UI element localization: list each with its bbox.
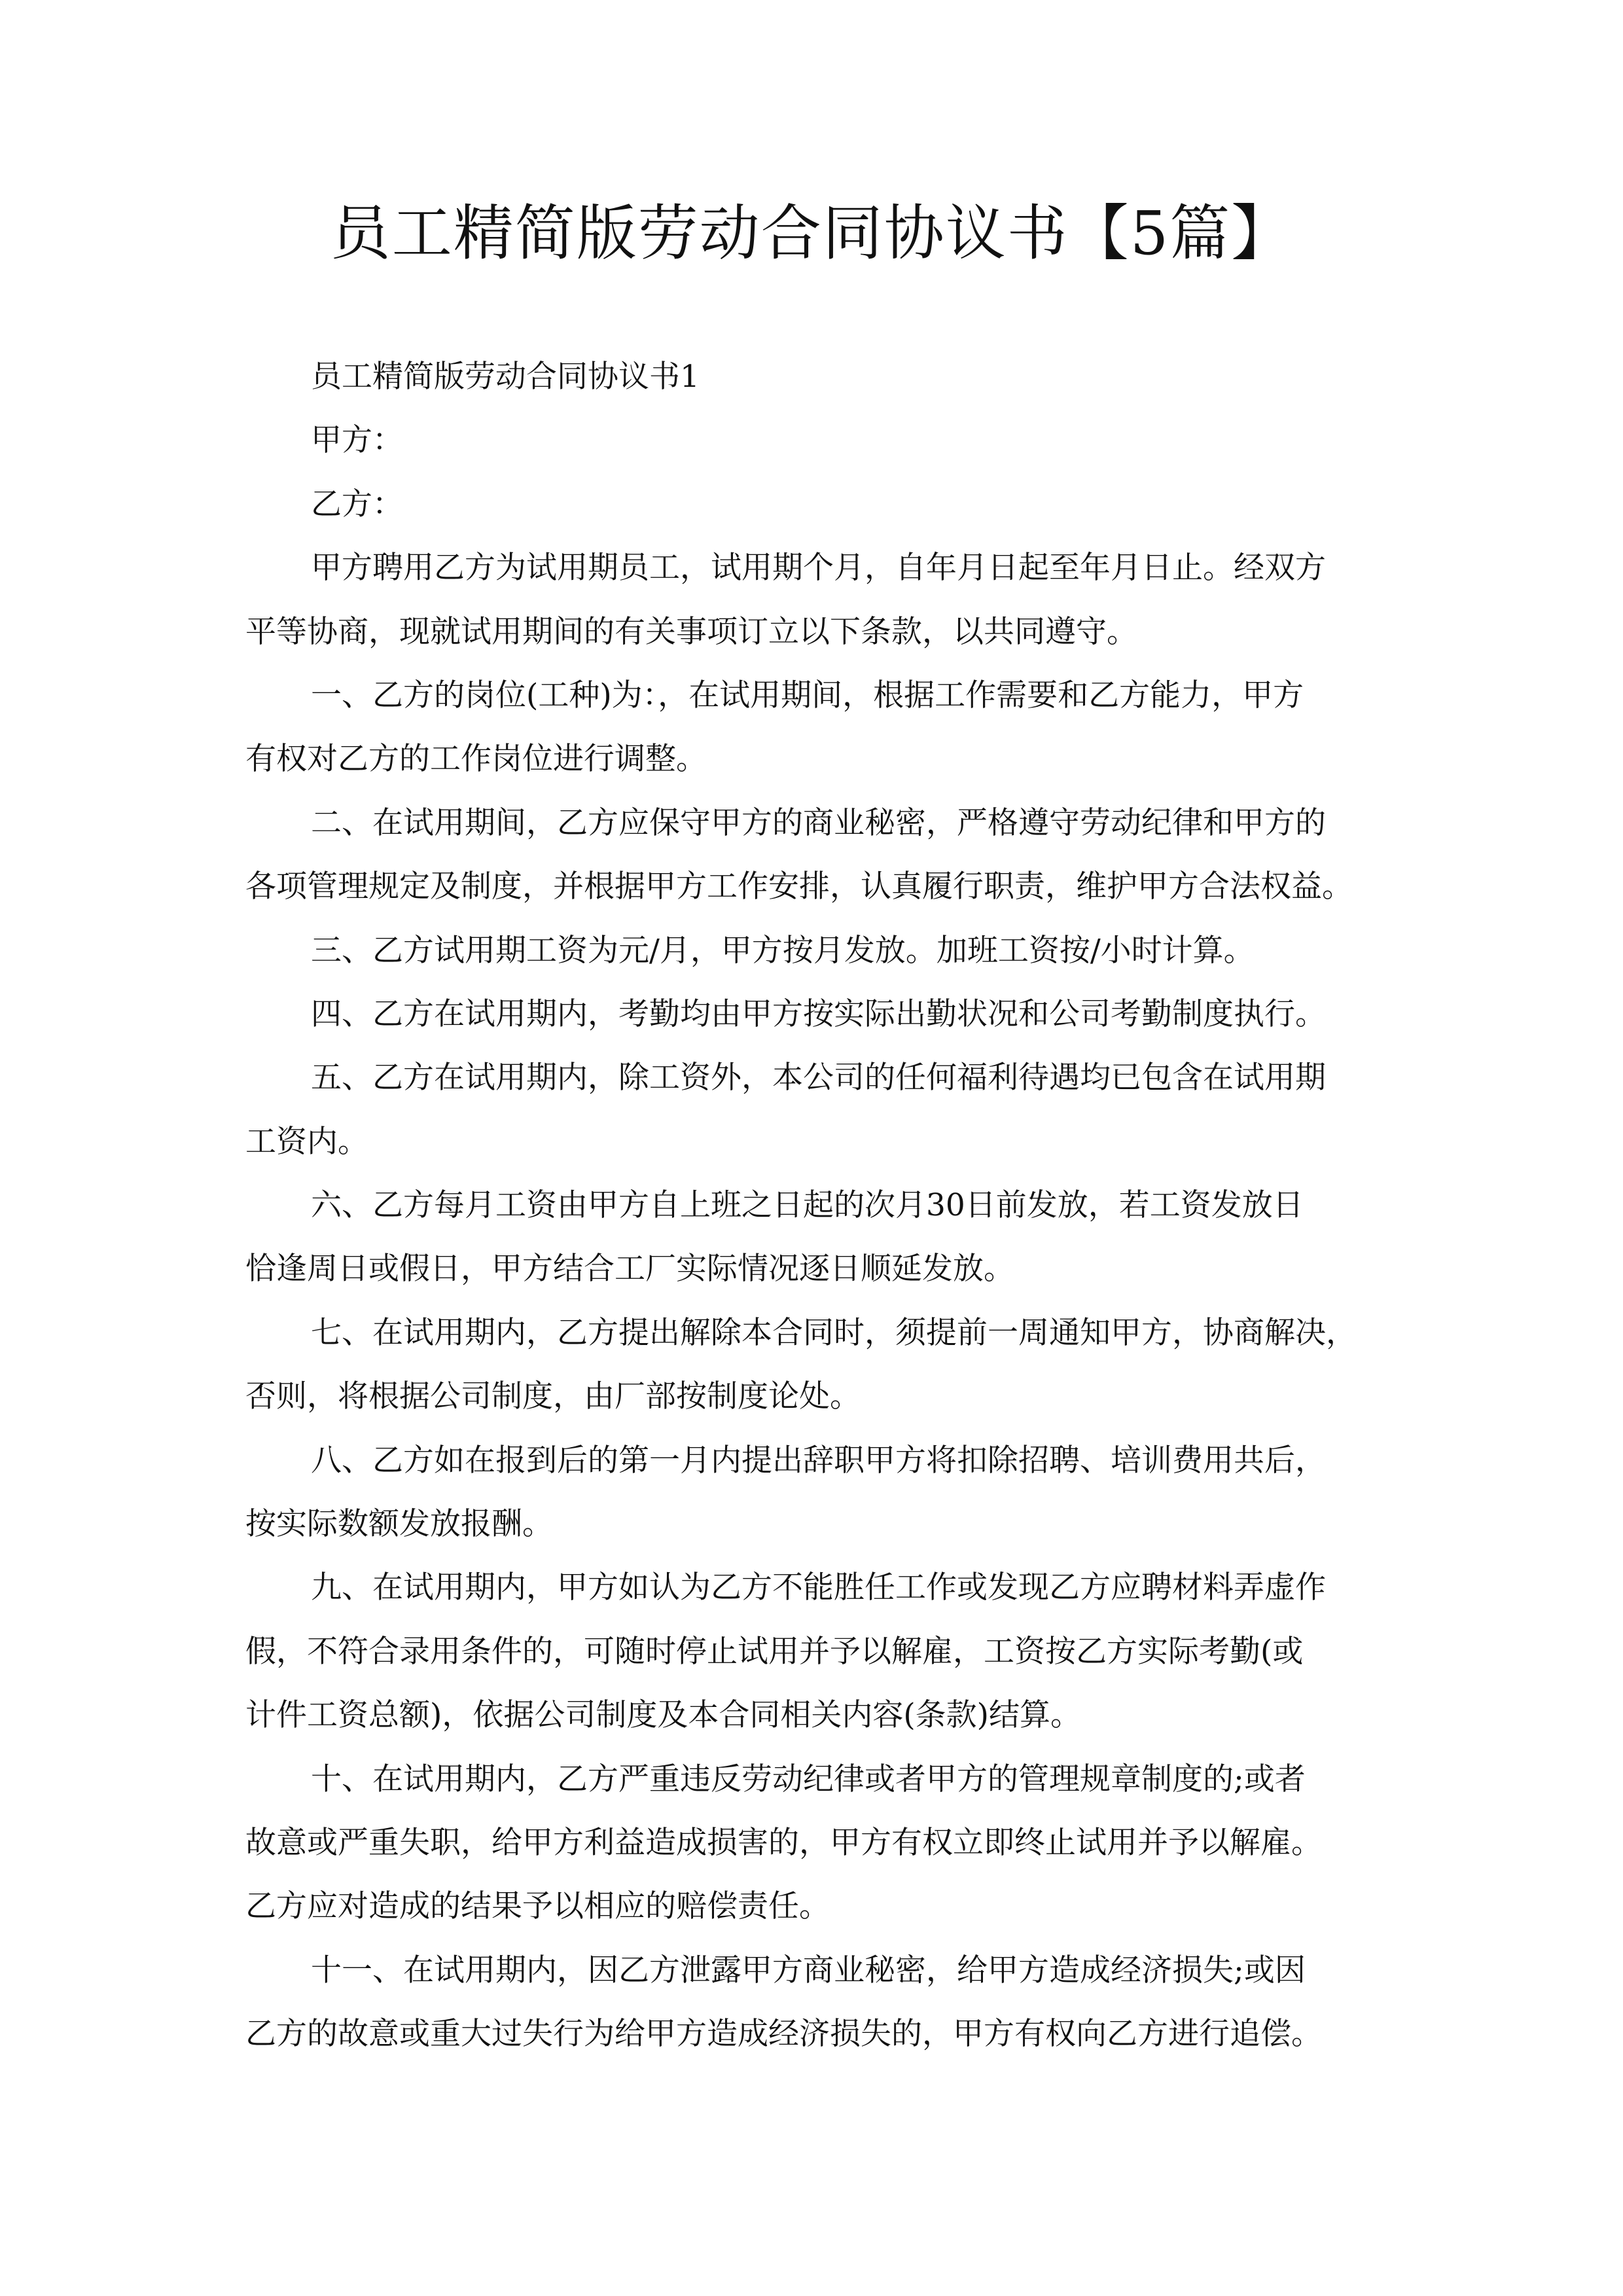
document-body bbox=[245, 345, 1378, 2066]
text-line: 三、乙方试用期工资为元/月，甲方按月发放。加班工资按/小时计算。 bbox=[311, 932, 1255, 969]
text-line: 工资内。 bbox=[245, 1123, 368, 1160]
text-line: 甲方： bbox=[311, 422, 403, 459]
text-line: 乙方应对造成的结果予以相应的赔偿责任。 bbox=[245, 1888, 830, 1925]
text-line: 十、在试用期内，乙方严重违反劳动纪律或者甲方的管理规章制度的;或者 bbox=[311, 1761, 1306, 1797]
text-line: 否则，将根据公司制度，由厂部按制度论处。 bbox=[245, 1378, 861, 1415]
text-line: 九、在试用期内，甲方如认为乙方不能胜任工作或发现乙方应聘材料弄虚作 bbox=[311, 1570, 1326, 1606]
text-line: 八、乙方如在报到后的第一月内提出辞职甲方将扣除招聘、培训费用共后， bbox=[311, 1442, 1326, 1479]
text-line: 十一、在试用期内，因乙方泄露甲方商业秘密，给甲方造成经济损失;或因 bbox=[311, 1952, 1306, 1988]
text-line: 恰逢周日或假日，甲方结合工厂实际情况逐日顺延发放。 bbox=[245, 1251, 1014, 1287]
text-line: 按实际数额发放报酬。 bbox=[245, 1506, 553, 1543]
text-line: 有权对乙方的工作岗位进行调整。 bbox=[245, 741, 707, 778]
text-line: 二、在试用期间，乙方应保守甲方的商业秘密，严格遵守劳动纪律和甲方的 bbox=[311, 804, 1326, 841]
text-line: 一、乙方的岗位(工种)为：，在试用期间，根据工作需要和乙方能力，甲方 bbox=[311, 677, 1304, 713]
text-line: 平等协商，现就试用期间的有关事项订立以下条款，以共同遵守。 bbox=[245, 613, 1137, 650]
text-line: 乙方的故意或重大过失行为给甲方造成经济损失的，甲方有权向乙方进行追偿。 bbox=[245, 2016, 1322, 2053]
document-title: 员工精简版劳动合同协议书【5篇】 bbox=[330, 198, 1293, 268]
text-line: 员工精简版劳动合同协议书1 bbox=[311, 359, 700, 395]
text-line: 七、在试用期内，乙方提出解除本合同时，须提前一周通知甲方，协商解决， bbox=[311, 1314, 1357, 1351]
text-line: 假，不符合录用条件的，可随时停止试用并予以解雇，工资按乙方实际考勤(或 bbox=[245, 1633, 1304, 1670]
text-line: 故意或严重失职，给甲方利益造成损害的，甲方有权立即终止试用并予以解雇。 bbox=[245, 1824, 1322, 1861]
text-line: 四、乙方在试用期内，考勤均由甲方按实际出勤状况和公司考勤制度执行。 bbox=[311, 996, 1326, 1032]
text-line: 六、乙方每月工资由甲方自上班之日起的次月30日前发放，若工资发放日 bbox=[311, 1187, 1304, 1224]
text-line: 计件工资总额)，依据公司制度及本合同相关内容(条款)结算。 bbox=[245, 1697, 1082, 1734]
text-line: 甲方聘用乙方为试用期员工，试用期个月，自年月日起至年月日止。经双方 bbox=[311, 550, 1326, 586]
text-line: 五、乙方在试用期内，除工资外，本公司的任何福利待遇均已包含在试用期 bbox=[311, 1060, 1326, 1096]
text-line: 乙方： bbox=[311, 486, 403, 522]
text-line: 各项管理规定及制度，并根据甲方工作安排，认真履行职责，维护甲方合法权益。 bbox=[245, 869, 1353, 905]
